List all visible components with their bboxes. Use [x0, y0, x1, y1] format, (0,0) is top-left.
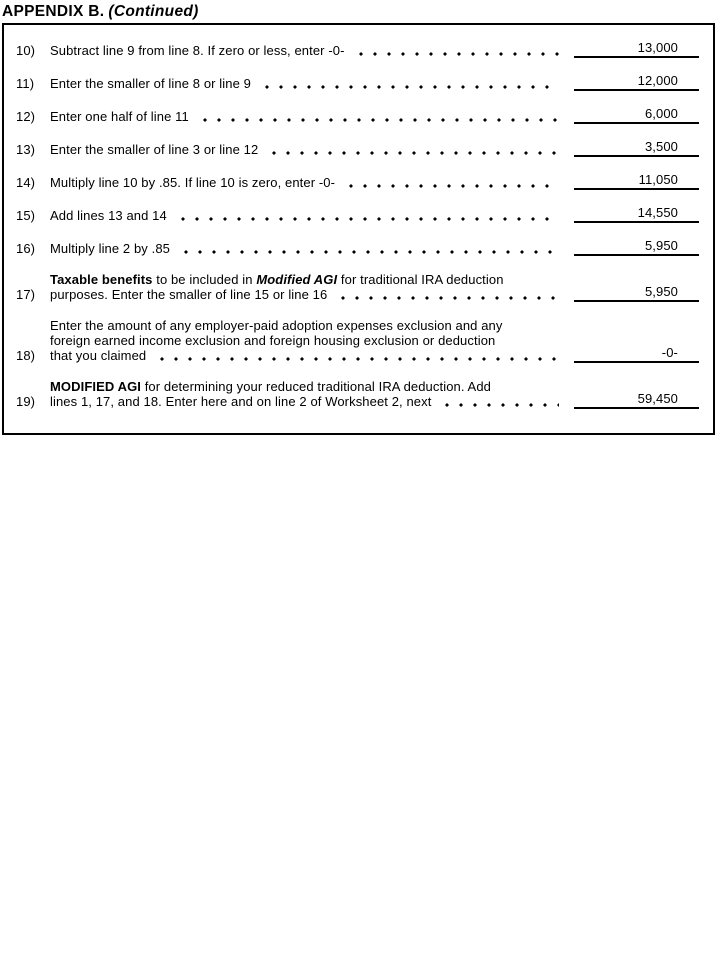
description-text: [50, 109, 189, 124]
description-text: [50, 348, 146, 363]
line-number: 17): [16, 287, 36, 302]
line-amount: 11,050: [574, 173, 699, 190]
line-amount: 13,000: [574, 41, 699, 58]
dot-leader: [176, 208, 559, 223]
description-text: [50, 272, 504, 287]
description-line: [50, 348, 574, 363]
line-description: [50, 379, 574, 409]
plain-text: Enter one half of line 11: [50, 109, 189, 124]
line-number: 19): [16, 394, 36, 409]
description-text: [50, 175, 335, 190]
description-text: [50, 394, 431, 409]
description-text: [50, 241, 170, 256]
worksheet-row: [16, 107, 699, 124]
description-text: [50, 142, 258, 157]
description-line: [50, 272, 574, 287]
plain-text: that you claimed: [50, 348, 147, 363]
page-title: [0, 0, 725, 21]
description-line: [50, 333, 574, 348]
description-line: [50, 208, 574, 223]
plain-text: Add lines 13 and 14: [50, 208, 167, 223]
dot-leader: [198, 109, 559, 124]
line-number: 16): [16, 241, 36, 256]
emphasized-text: Taxable benefits: [50, 272, 153, 287]
worksheet-row: [16, 74, 699, 91]
dot-leader: [344, 175, 559, 190]
plain-text: Enter the smaller of line 3 or line 12: [50, 142, 259, 157]
line-description: [50, 318, 574, 363]
plain-text: Multiply line 10 by .85. If line 10 is zero, enter -0-: [50, 175, 336, 190]
plain-text: Enter the smaller of line 8 or line 9: [50, 76, 251, 91]
description-line: [50, 318, 574, 333]
worksheet-row: [16, 140, 699, 157]
worksheet-row: [16, 173, 699, 190]
line-description: [50, 109, 574, 124]
line-amount: 12,000: [574, 74, 699, 91]
description-line: [50, 241, 574, 256]
worksheet-row: [16, 379, 699, 409]
line-number: 10): [16, 43, 36, 58]
worksheet-row: [16, 318, 699, 363]
description-text: [50, 318, 502, 333]
description-line: [50, 379, 574, 394]
dot-leader: [440, 394, 559, 409]
line-number: 18): [16, 348, 36, 363]
dot-leader: [267, 142, 559, 157]
worksheet-row: [16, 41, 699, 58]
plain-text: for traditional IRA deduction: [337, 272, 504, 287]
dot-leader: [336, 287, 559, 302]
line-description: [50, 208, 574, 223]
dot-leader: [354, 43, 559, 58]
description-text: [50, 333, 495, 348]
worksheet-row: [16, 272, 699, 302]
emphasized-text: MODIFIED AGI: [50, 379, 141, 394]
description-text: [50, 208, 167, 223]
emphasized-text: Modified AGI: [256, 272, 338, 287]
line-description: [50, 175, 574, 190]
description-text: [50, 379, 491, 394]
line-amount: -0-: [574, 346, 699, 363]
appendix-continued-label: (Continued): [108, 3, 199, 20]
line-description: [50, 241, 574, 256]
description-line: [50, 175, 574, 190]
plain-text: to be included in: [152, 272, 257, 287]
worksheet-row: [16, 239, 699, 256]
plain-text: Multiply line 2 by .85: [50, 241, 170, 256]
line-number: 14): [16, 175, 36, 190]
line-amount: 3,500: [574, 140, 699, 157]
worksheet-row: [16, 206, 699, 223]
plain-text: lines 1, 17, and 18. Enter here and on line 2 of Worksheet 2, next: [50, 394, 432, 409]
description-text: [50, 287, 327, 302]
line-description: [50, 43, 574, 58]
description-line: [50, 43, 574, 58]
worksheet-rows: [16, 41, 699, 409]
description-line: [50, 76, 574, 91]
appendix-title: APPENDIX B.: [2, 3, 105, 20]
plain-text: purposes. Enter the smaller of line 15 or line 16: [50, 287, 328, 302]
plain-text: Enter the amount of any employer-paid adoption expenses exclusion and any: [50, 318, 503, 333]
dot-leader: [179, 241, 559, 256]
plain-text: foreign earned income exclusion and foreign housing exclusion or deduction: [50, 333, 496, 348]
description-line: [50, 394, 574, 409]
description-line: [50, 287, 574, 302]
worksheet-box: [2, 23, 715, 435]
dot-leader: [155, 348, 559, 363]
line-description: [50, 272, 574, 302]
line-description: [50, 142, 574, 157]
line-description: [50, 76, 574, 91]
line-amount: 6,000: [574, 107, 699, 124]
dot-leader: [260, 76, 559, 91]
line-number: 13): [16, 142, 36, 157]
description-text: [50, 43, 345, 58]
line-amount: 14,550: [574, 206, 699, 223]
description-line: [50, 142, 574, 157]
line-amount: 5,950: [574, 285, 699, 302]
line-amount: 5,950: [574, 239, 699, 256]
line-number: 11): [16, 76, 35, 91]
plain-text: for determining your reduced traditional IRA deduction. Add: [141, 379, 491, 394]
line-number: 15): [16, 208, 36, 223]
description-line: [50, 109, 574, 124]
line-number: 12): [16, 109, 36, 124]
line-amount: 59,450: [574, 392, 699, 409]
description-text: [50, 76, 251, 91]
plain-text: Subtract line 9 from line 8. If zero or less, enter -0-: [50, 43, 345, 58]
